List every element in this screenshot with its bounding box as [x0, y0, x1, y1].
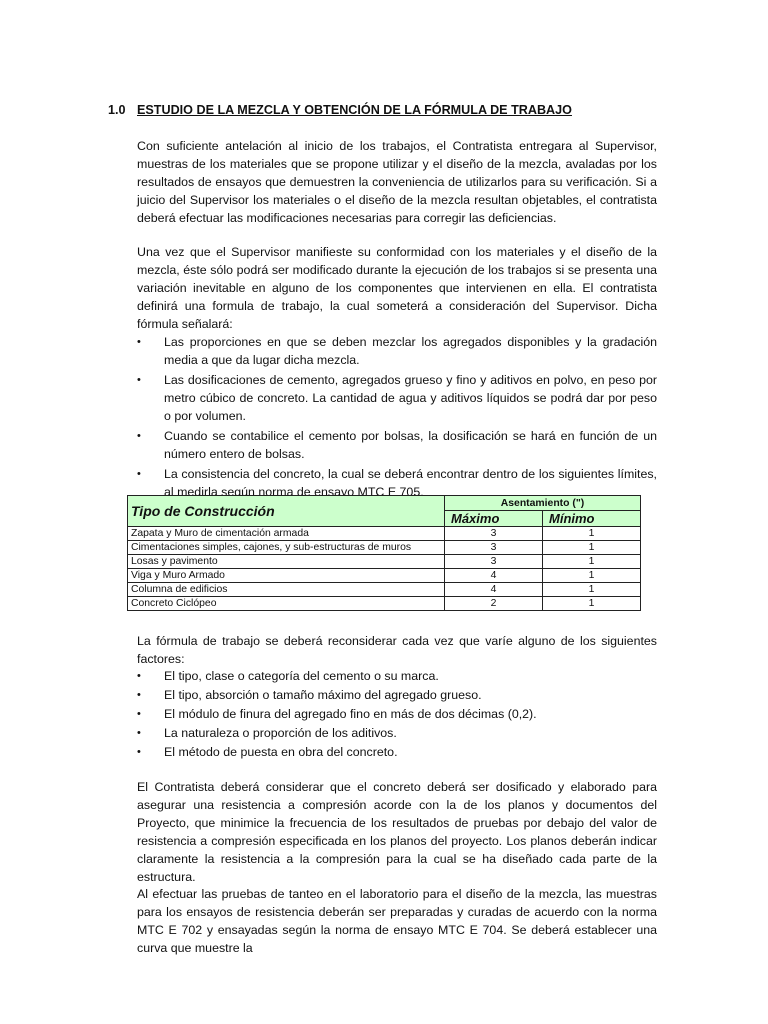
table-row: Columna de edificios 4 1 — [128, 583, 641, 597]
column-header-min: Mínimo — [543, 511, 641, 527]
list-item: • El método de puesta en obra del concreto. — [137, 745, 398, 759]
table-row: Zapata y Muro de cimentación armada 3 1 — [128, 527, 641, 541]
bullet-icon: • — [137, 746, 141, 758]
bullet-icon: • — [137, 689, 141, 701]
bullet-icon: • — [137, 336, 141, 348]
table-row: Viga y Muro Armado 4 1 — [128, 569, 641, 583]
paragraph-lab-tests: Al efectuar las pruebas de tanteo en el laboratorio para el diseño de la mezcla, las muestras para los ensayos de resistencia deberán ser preparadas y curadas de acuerdo con la norma MTC E 702 y ensayadas según la norma de ensayo MTC E 704. Se deberá establecer una curva que muestre la — [137, 887, 657, 955]
paragraph-factors: La fórmula de trabajo se deberá reconsiderar cada vez que varíe alguno de los siguientes factores: — [137, 634, 657, 666]
factor-items-list — [137, 667, 657, 762]
bullet-icon: • — [137, 374, 141, 386]
list-item: • La consistencia del concreto, la cual se deberá encontrar dentro de los siguientes límites, al medirla según norma de ensayo MTC E 705. — [137, 467, 657, 499]
bullet-icon: • — [137, 468, 141, 480]
bullet-icon: • — [137, 727, 141, 739]
list-item: • El tipo, clase o categoría del cemento o su marca. — [137, 669, 439, 683]
slump-table — [127, 495, 641, 611]
bullet-icon: • — [137, 708, 141, 720]
table-row: Cimentaciones simples, cajones, y sub-estructuras de muros 3 1 — [128, 541, 641, 555]
list-item: • El tipo, absorción o tamaño máximo del agregado grueso. — [137, 688, 482, 702]
bullet-icon: • — [137, 430, 141, 442]
list-item: • El módulo de finura del agregado fino en más de dos décimas (0,2). — [137, 707, 537, 721]
column-header-max: Máximo — [445, 511, 543, 527]
bullet-icon: • — [137, 670, 141, 682]
table-row: Losas y pavimento 3 1 — [128, 555, 641, 569]
paragraph-intro: Con suficiente antelación al inicio de los trabajos, el Contratista entregara al Supervisor, muestras de los materiales que se propone utilizar y el diseño de la mezcla, avaladas por los resultados de ensayos que demuestren la conveniencia de utilizarlos para su verificación. Si a juicio del Supervisor los materiales o el diseño de la mezcla resultan objetables, el contratista deberá efectuar las modificaciones necesarias para corregir las deficiencias. — [137, 139, 657, 225]
formula-items-list — [137, 333, 657, 503]
list-item: • Cuando se contabilice el cemento por bolsas, la dosificación se hará en función de un número entero de bolsas. — [137, 429, 657, 461]
list-item: • Las dosificaciones de cemento, agregados grueso y fino y aditivos en polvo, en peso por metro cúbico de concreto. La cantidad de agua y aditivos líquidos se podrá dar por peso o por volumen. — [137, 373, 657, 423]
list-item: • La naturaleza o proporción de los aditivos. — [137, 726, 397, 740]
section-heading — [108, 103, 572, 117]
column-header-asentamiento: Asentamiento (") — [445, 496, 641, 511]
paragraph-formula: Una vez que el Supervisor manifieste su conformidad con los materiales y el diseño de la mezcla, éste sólo podrá ser modificado durante la ejecución de los trabajos si se presenta una variación inevitable en alguno de los componentes que intervienen en ella. El contratista definirá una formula de trabajo, la cual someterá a consideración del Supervisor. Dicha fórmula señalará: — [137, 245, 657, 331]
paragraph-resistance: El Contratista deberá considerar que el concreto deberá ser dosificado y elaborado para asegurar una resistencia a compresión acorde con la de los planos y documentos del Proyecto, que minimice la frecuencia de los resultados de pruebas por debajo del valor de resistencia a compresión especificada en los planos del proyecto. Los planos deberán indicar claramente la resistencia a la compresión para la cual se ha diseñado cada parte de la estructura. — [137, 780, 657, 884]
section-title: ESTUDIO DE LA MEZCLA Y OBTENCIÓN DE LA FÓRMULA DE TRABAJO — [137, 103, 572, 117]
list-item: • Las proporciones en que se deben mezclar los agregados disponibles y la gradación media a que da lugar dicha mezcla. — [137, 335, 657, 367]
column-header-tipo: Tipo de Construcción — [128, 496, 445, 527]
section-number: 1.0 — [108, 103, 126, 117]
table-row: Concreto Ciclópeo 2 1 — [128, 597, 641, 611]
